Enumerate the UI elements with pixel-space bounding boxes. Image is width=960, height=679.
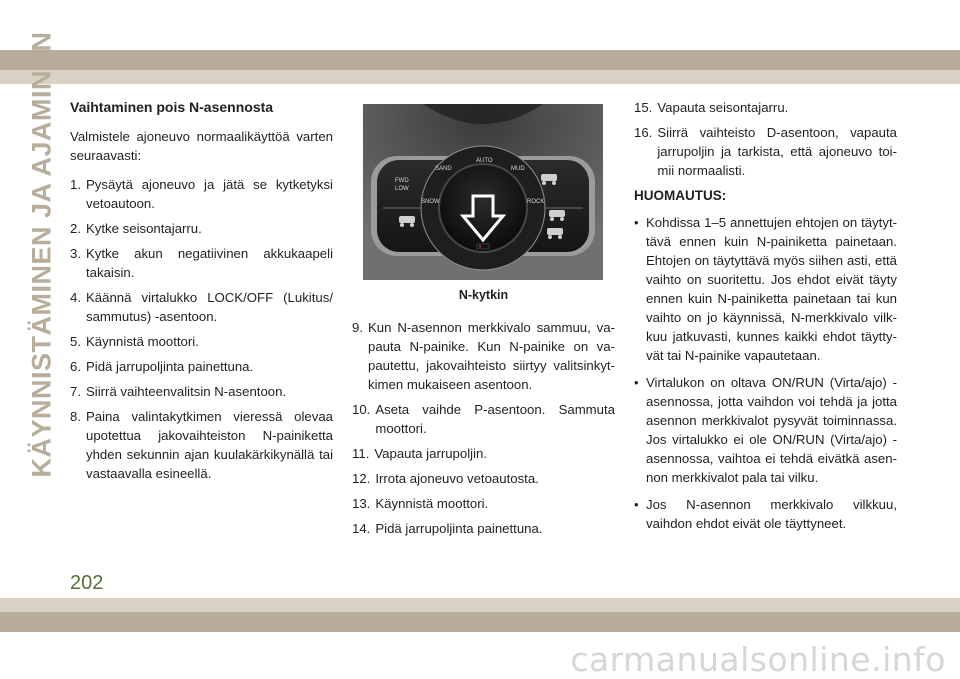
notes-list <box>634 213 897 533</box>
note-item <box>634 495 897 533</box>
step-text: Käännä virtalukko LOCK/OFF (Lukitus/ sammutus) -asentoon. <box>86 290 333 324</box>
note-text: Jos N-asennon merkkivalo vilkkuu, vaihdon ehdot eivät ole täyttyneet. <box>646 497 897 531</box>
step-text: Pysäytä ajoneuvo ja jätä se kytketyksi vetoautoon. <box>86 177 333 211</box>
step-item <box>352 519 615 538</box>
step-item <box>352 400 615 438</box>
step-text: Vapauta seisontajarru. <box>657 100 789 115</box>
steps-list-2 <box>352 318 615 538</box>
step-text: Aseta vaihde P-asentoon. Sammuta moottori. <box>375 402 615 436</box>
footer-band-dark <box>0 612 960 632</box>
step-item <box>634 98 897 117</box>
step-number: 15. <box>634 100 653 115</box>
bullet-icon: • <box>634 375 639 390</box>
step-item <box>352 444 615 463</box>
step-item <box>70 382 333 401</box>
column-2 <box>352 318 615 544</box>
step-item <box>70 175 333 213</box>
side-chapter-text: KÄYNNISTÄMINEN JA AJAMINEN <box>26 30 57 478</box>
step-item <box>70 244 333 282</box>
step-number: 4. <box>70 290 81 305</box>
step-number: 1. <box>70 177 81 192</box>
step-number: 6. <box>70 359 81 374</box>
step-number: 13. <box>352 496 371 511</box>
step-item <box>352 469 615 488</box>
step-item <box>70 288 333 326</box>
n-switch-figure <box>363 104 603 280</box>
page-number: 202 <box>70 572 104 594</box>
bullet-icon: • <box>634 215 639 230</box>
steps-list-3 <box>634 98 897 180</box>
step-text: Kun N-asennon merkkivalo sammuu, va-pauta N-painike. Kun N-painike on va-pautettu, jakovaihteisto siirtyy valitsinkyt-kimen mukaiseen asentoon. <box>368 320 615 392</box>
step-text: Siirrä vaihteisto D-asentoon, vapauta jarrupoljin ja tarkista, että ajoneuvo toi-mii normaalisti. <box>657 125 897 178</box>
section-title: Vaihtaminen pois N-asennosta <box>70 99 274 115</box>
note-title: HUOMAUTUS: <box>634 188 727 203</box>
steps-list-1 <box>70 175 333 483</box>
step-text: Käynnistä moottori. <box>86 334 199 349</box>
step-item <box>70 332 333 351</box>
column-1 <box>70 98 333 489</box>
step-text: Käynnistä moottori. <box>375 496 489 511</box>
label-mud: MUD <box>511 166 525 172</box>
step-text: Irrota ajoneuvo vetoautosta. <box>375 471 539 486</box>
top-margin <box>0 0 960 50</box>
step-number: 7. <box>70 384 81 399</box>
header-band-light <box>0 70 960 84</box>
step-number: 9. <box>352 320 363 335</box>
step-number: 3. <box>70 246 81 261</box>
step-number: 16. <box>634 125 653 140</box>
step-text: Kytke seisontajarru. <box>86 221 202 236</box>
step-number: 14. <box>352 521 371 536</box>
step-item <box>634 123 897 180</box>
note-item <box>634 373 897 487</box>
step-text: Kytke akun negatiivinen akkukaapeli takaisin. <box>86 246 333 280</box>
step-number: 12. <box>352 471 371 486</box>
label-rock: ROCK <box>527 199 545 205</box>
step-number: 11. <box>352 446 370 461</box>
label-fwd: FWD <box>395 178 409 184</box>
header-band-dark <box>0 50 960 70</box>
step-text: Vapauta jarrupoljin. <box>374 446 488 461</box>
step-text: Siirrä vaihteenvalitsin N-asentoon. <box>86 384 287 399</box>
step-number: 10. <box>352 402 371 417</box>
note-item <box>634 213 897 365</box>
step-text: Pidä jarrupoljinta painettuna. <box>375 521 543 536</box>
watermark: carmanualsonline.info <box>570 640 946 679</box>
n-button <box>477 244 489 249</box>
note-text: Virtalukon on oltava ON/RUN (Virta/ajo) -asennossa, jotta vaihdon voi tehdä ja jotta asennon merkkivalot pysyvät toiminnassa. Jos virtalukko ei ole ON/RUN (Virta/ajo) -asennossa, vaihtoa ei tehdä eivätkä asen-non merkkivalot pala tai vilku. <box>646 375 897 485</box>
label-snow: SNOW <box>421 199 440 205</box>
label-auto: AUTO <box>476 158 493 164</box>
step-item <box>70 219 333 238</box>
figure-caption: N-kytkin <box>458 288 509 302</box>
footer-band-light <box>0 598 960 612</box>
step-item <box>70 407 333 483</box>
step-number: 8. <box>70 409 81 424</box>
step-item <box>352 318 615 394</box>
n-switch-photo <box>363 104 603 280</box>
note-text: Kohdissa 1–5 annettujen ehtojen on täytyt-tävä ennen kuin N-painiketta painetaan. Ehtojen on täytyttävä myös siihen asti, että vaihto on suoritettu. Jos ehdot eivät täyty ennen kuin N-painiketta painetaan tai kun vaihto on jo käynnissä, N-merkkivalo vilk-kuu jatkuvasti, kunnes kaikki ehdot täytty-vät tai N-painike vapautetaan. <box>646 215 897 363</box>
step-number: 5. <box>70 334 81 349</box>
step-number: 2. <box>70 221 81 236</box>
side-chapter-title <box>22 30 62 478</box>
bullet-icon: • <box>634 497 639 512</box>
step-item <box>70 357 333 376</box>
step-item <box>352 494 615 513</box>
label-sand: SAND <box>435 166 452 172</box>
intro-paragraph: Valmistele ajoneuvo normaalikäyttöä varten seuraavasti: <box>70 129 333 163</box>
label-low: LOW <box>395 186 409 192</box>
column-3 <box>634 98 897 541</box>
step-text: Paina valintakytkimen vieressä olevaa upotettua jakovaihteiston N-painiketta yhden sekunnin ajan kuulakärkikynällä tai vastaavalla esineellä. <box>86 409 333 481</box>
step-text: Pidä jarrupoljinta painettuna. <box>86 359 254 374</box>
